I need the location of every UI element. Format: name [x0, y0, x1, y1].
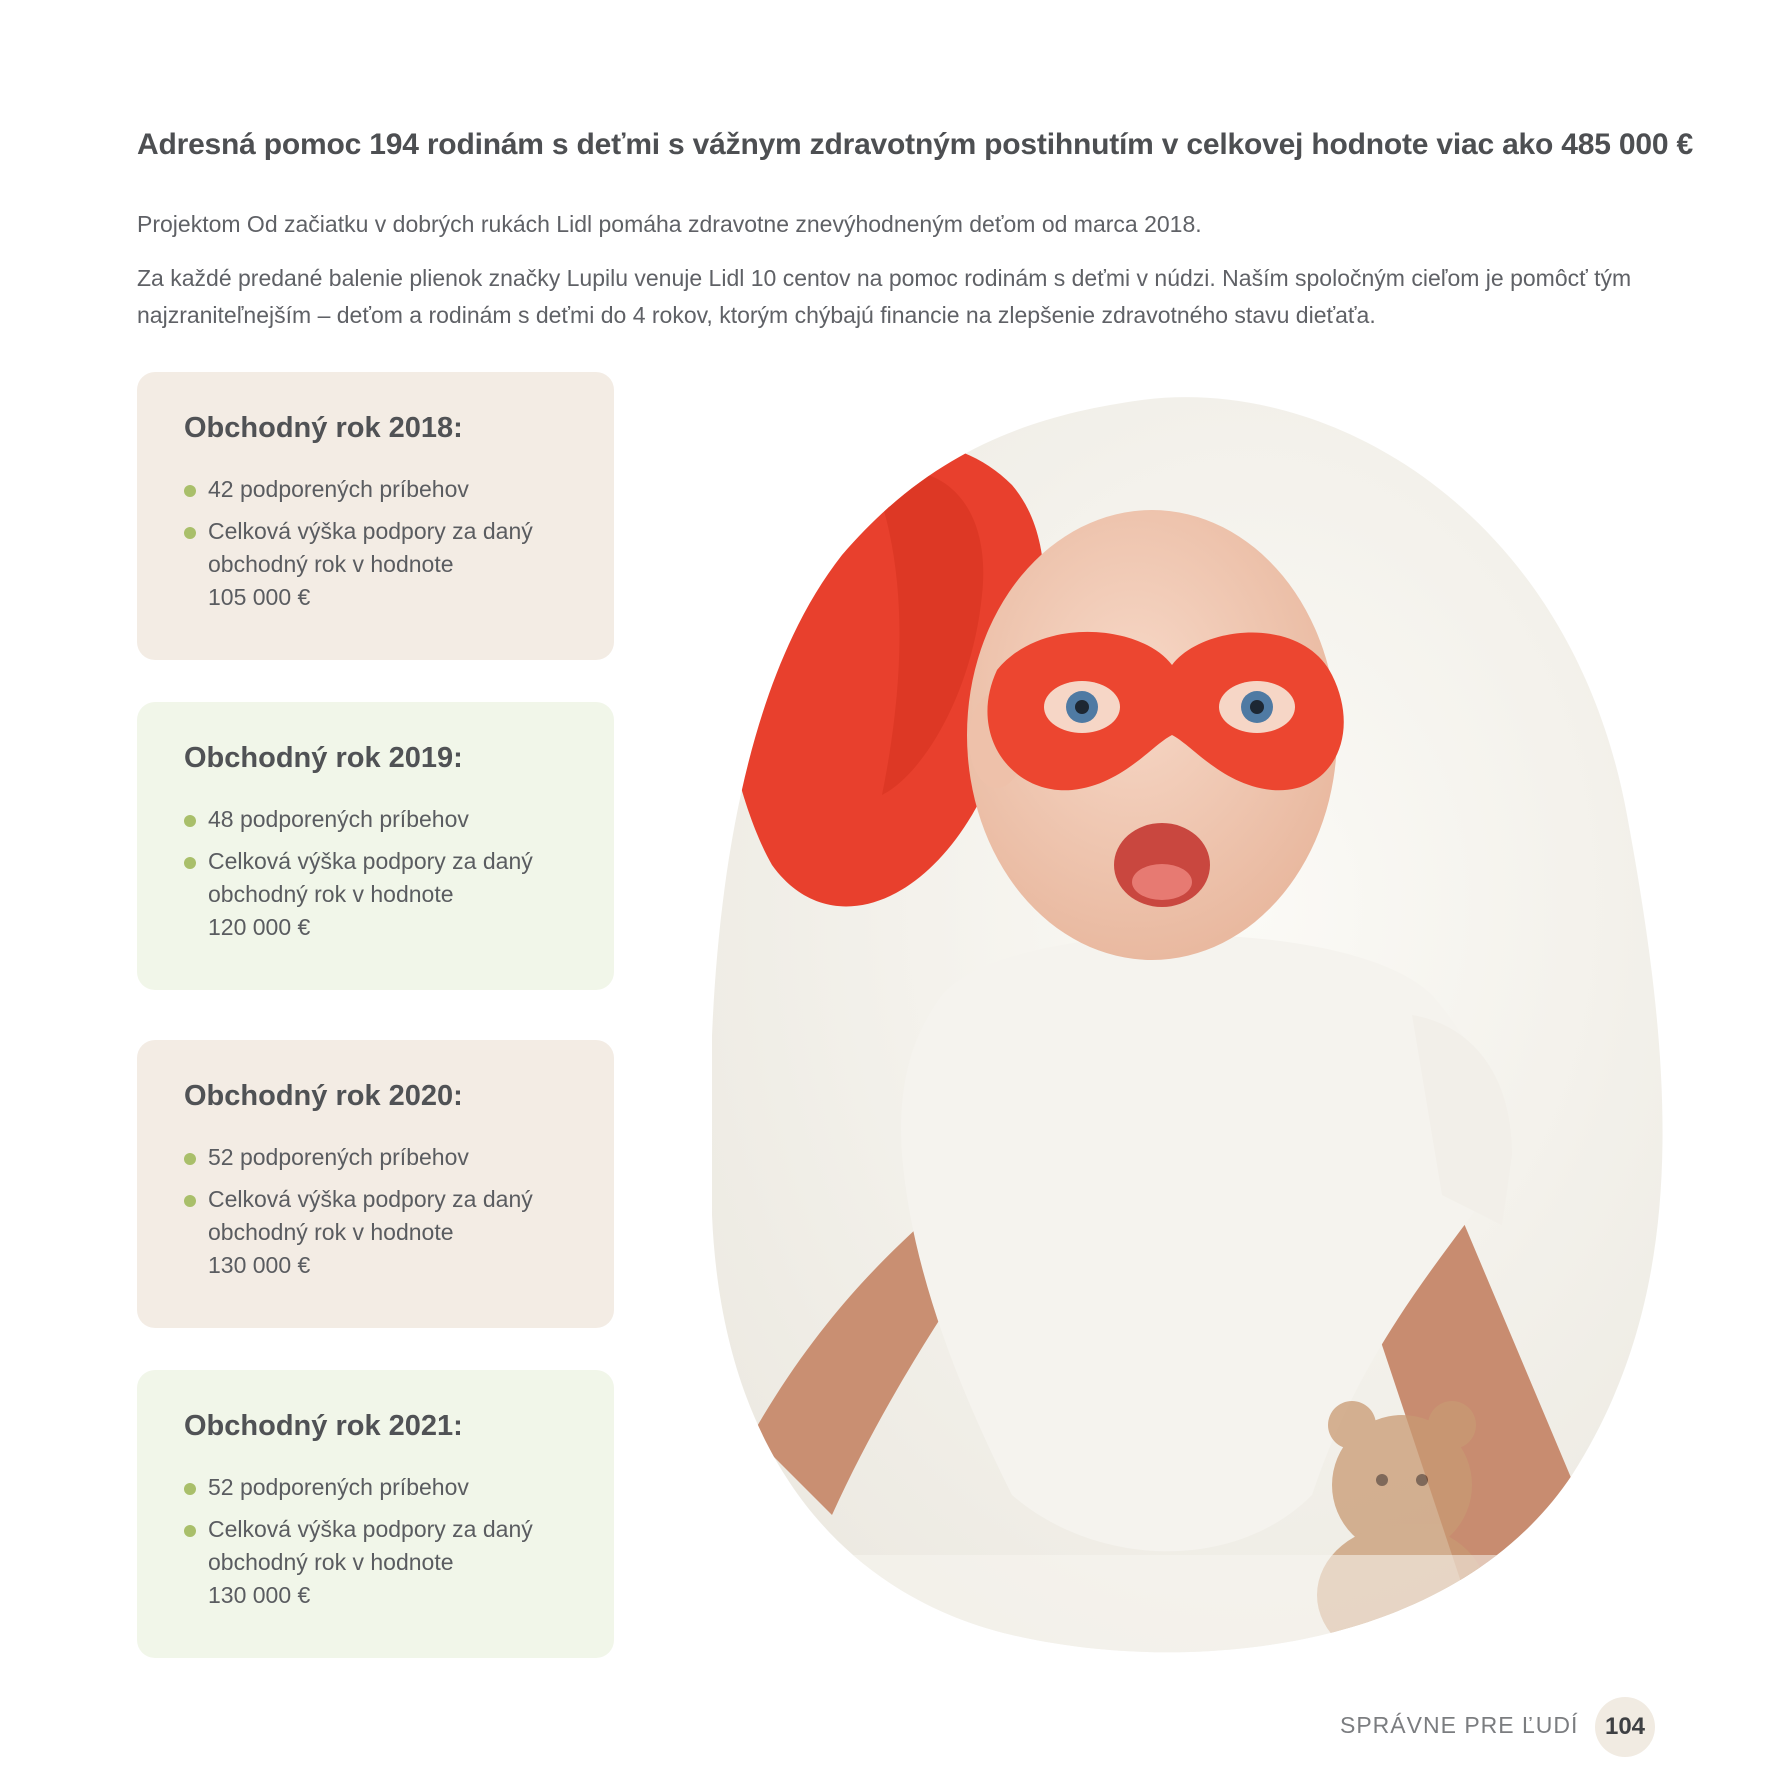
- superhero-baby-photo: [712, 395, 1692, 1665]
- bullet-dot-icon: [184, 527, 196, 539]
- card-title: Obchodný rok 2019:: [184, 742, 463, 774]
- year-card-2019: [137, 702, 614, 990]
- body-paragraph: Za každé predané balenie plienok značky Lupilu venuje Lidl 10 centov na pomoc rodinám s deťmi v núdzi. Naším spoločným cieľom je pomôcť tým najzraniteľnejším – deťom a rodinám s deťmi do 4 rokov, ktorým chýbajú financie na zlepšenie zdravotného stavu dieťaťa.: [137, 265, 1632, 328]
- support-label: Celková výška podpory za daný obchodný rok v hodnote: [208, 1516, 533, 1575]
- card-list: [184, 473, 584, 614]
- card-title: Obchodný rok 2021:: [184, 1410, 463, 1442]
- page-number: 104: [1604, 1713, 1646, 1740]
- support-label: Celková výška podpory za daný obchodný rok v hodnote: [208, 518, 533, 577]
- stories-count: 52 podporených príbehov: [208, 1144, 469, 1170]
- bullet-dot-icon: [184, 1525, 196, 1537]
- support-label: Celková výška podpory za daný obchodný rok v hodnote: [208, 848, 533, 907]
- card-title: Obchodný rok 2020:: [184, 1080, 463, 1112]
- card-list: [184, 803, 584, 944]
- list-item: [184, 1471, 584, 1504]
- list-item: [184, 473, 584, 506]
- page-headline: Adresná pomoc 194 rodinám s deťmi s vážnym zdravotným postihnutím v celkovej hodnote viac ako 485 000 €: [137, 128, 1693, 161]
- year-card-2018: [137, 372, 614, 660]
- stories-count: 42 podporených príbehov: [208, 476, 469, 502]
- list-item: [184, 1183, 584, 1282]
- year-card-2020: [137, 1040, 614, 1328]
- stories-count: 52 podporených príbehov: [208, 1474, 469, 1500]
- list-item: [184, 515, 584, 614]
- bullet-dot-icon: [184, 485, 196, 497]
- support-label: Celková výška podpory za daný obchodný rok v hodnote: [208, 1186, 533, 1245]
- card-list: [184, 1471, 584, 1612]
- bullet-dot-icon: [184, 815, 196, 827]
- list-item: [184, 1141, 584, 1174]
- list-item: [184, 803, 584, 836]
- intro-paragraph: Projektom Od začiatku v dobrých rukách Lidl pomáha zdravotne znevýhodneným deťom od marca 2018.: [137, 211, 1202, 237]
- card-list: [184, 1141, 584, 1282]
- section-label: SPRÁVNE PRE ĽUDÍ: [1340, 1712, 1579, 1738]
- list-item: [184, 845, 584, 944]
- support-amount: 130 000 €: [208, 1582, 311, 1608]
- bullet-dot-icon: [184, 1153, 196, 1165]
- bullet-dot-icon: [184, 1195, 196, 1207]
- support-amount: 120 000 €: [208, 914, 311, 940]
- support-amount: 130 000 €: [208, 1252, 311, 1278]
- list-item: [184, 1513, 584, 1612]
- stories-count: 48 podporených príbehov: [208, 806, 469, 832]
- page-number-badge: [1595, 1697, 1655, 1757]
- bullet-dot-icon: [184, 1483, 196, 1495]
- card-title: Obchodný rok 2018:: [184, 412, 463, 444]
- bullet-dot-icon: [184, 857, 196, 869]
- support-amount: 105 000 €: [208, 584, 311, 610]
- year-card-2021: [137, 1370, 614, 1658]
